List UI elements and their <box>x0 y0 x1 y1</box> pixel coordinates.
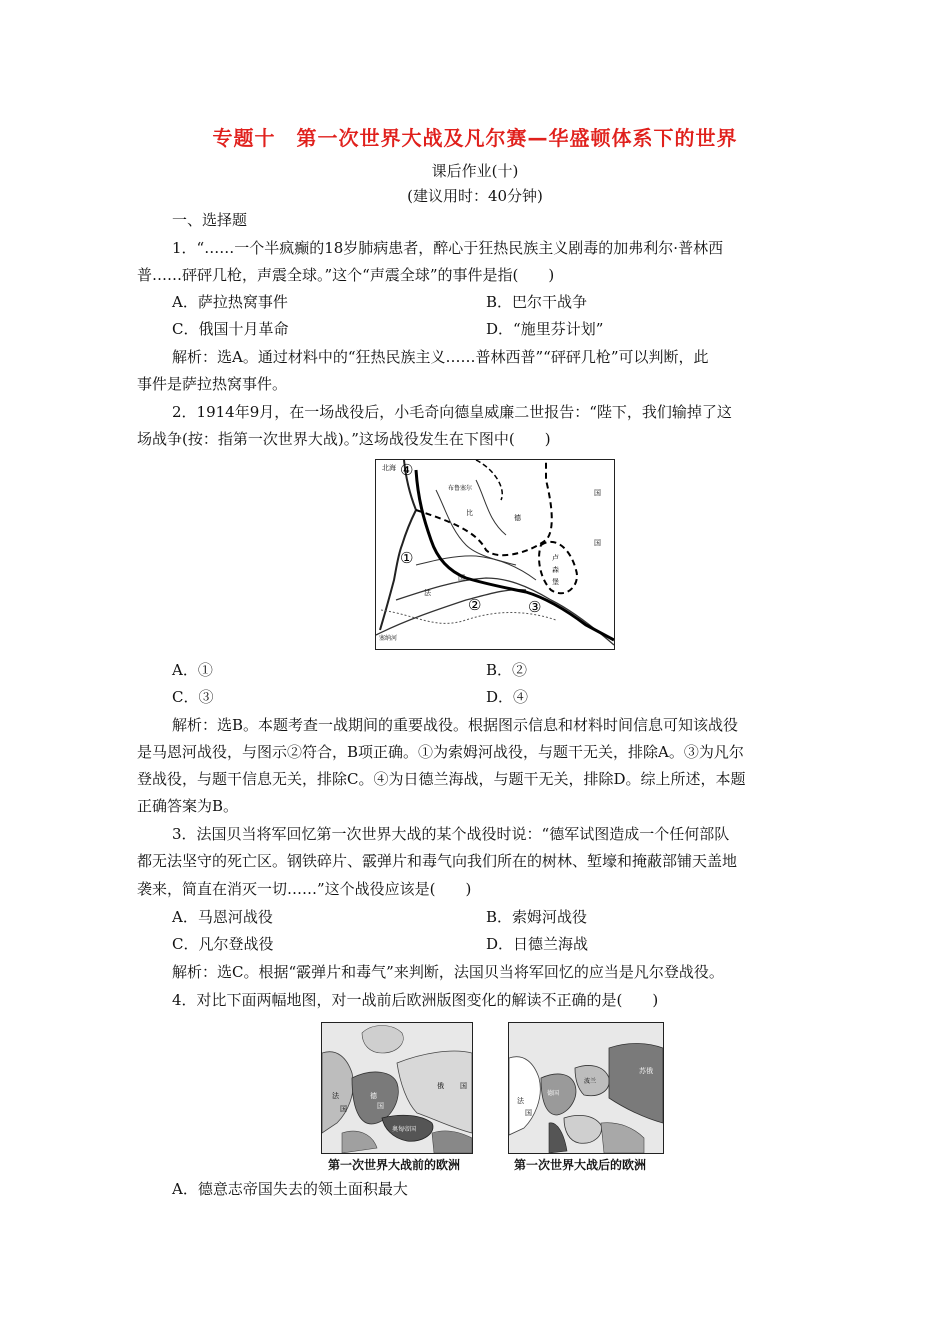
map-left-label-ru2: 国 <box>460 1082 467 1090</box>
q3-stem-line1: 3．法国贝当将军回忆第一次世界大战的某个战役时说：“德军试图造成一个任何部队 <box>172 825 730 843</box>
map-label-lux2: 森 <box>552 566 559 574</box>
map-marker-1: ① <box>400 549 414 567</box>
time-hint: (建议用时：40分钟) <box>407 187 543 205</box>
q3-analysis-line1: 解析：选C。根据“霰弹片和毒气”来判断，法国贝当将军回忆的应当是凡尔登战役。 <box>172 963 724 981</box>
q1-analysis-line2: 事件是萨拉热窝事件。 <box>137 375 288 393</box>
map-label-sea: 北海 <box>382 464 396 472</box>
map-marker-3: ③ <box>528 598 542 616</box>
map-label-fr2: 国 <box>458 574 465 582</box>
map-left-label-fr2: 国 <box>340 1105 347 1113</box>
section-heading: 一、选择题 <box>172 211 248 229</box>
map-left-caption: 第一次世界大战前的欧洲 <box>328 1158 461 1172</box>
q2-analysis-line3: 登战役，与题干信息无关，排除C。④为日德兰海战，与题干无关，排除D。综上所述，本题 <box>137 770 746 788</box>
q3-option-b: B．索姆河战役 <box>486 908 588 926</box>
map-left-label-de: 德 <box>370 1092 377 1100</box>
q3-option-a: A．马恩河战役 <box>172 908 273 926</box>
q2-analysis-line2: 是马恩河战役，与图示②符合，B项正确。①为索姆河战役，与题干无关，排除A。③为凡尔 <box>137 743 744 761</box>
map-left-label-fr: 法 <box>332 1092 339 1100</box>
map-label-city: 布鲁塞尔 <box>448 485 473 492</box>
map-label-de3: 国 <box>594 539 601 547</box>
q3-stem-line2: 都无法坚守的死亡区。钢铁碎片、霰弹片和毒气向我们所在的树林、堑壕和掩蔽部铺天盖地 <box>137 852 738 870</box>
map-left-label-ah: 奥匈帝国 <box>392 1126 417 1133</box>
q1-option-c: C．俄国十月革命 <box>172 320 289 338</box>
page-title: 专题十 第一次世界大战及凡尔赛—华盛顿体系下的世界 <box>212 126 738 150</box>
page-subtitle: 课后作业(十) <box>431 162 519 180</box>
europe-after-ww1-map <box>508 1022 664 1154</box>
map-right-label-fr2: 国 <box>525 1109 532 1117</box>
map-right-label-pl: 波兰 <box>584 1078 597 1085</box>
map-left-label-ru: 俄 <box>437 1082 444 1090</box>
q2-option-d: D．④ <box>486 688 529 706</box>
q1-option-d: D．“施里芬计划” <box>486 320 604 338</box>
q2-stem-line2: 场战争(按：指第一次世界大战)。”这场战役发生在下图中( ) <box>137 430 551 448</box>
map-marker-4: ④ <box>400 461 414 479</box>
q2-option-a: A．① <box>172 661 213 679</box>
q1-option-b: B．巴尔干战争 <box>486 293 588 311</box>
q1-option-a: A．萨拉热窝事件 <box>172 293 288 311</box>
map-left-label-de2: 国 <box>377 1102 384 1110</box>
q1-analysis-line1: 解析：选A。通过材料中的“狂热民族主义……普林西普”“砰砰几枪”可以判断，此 <box>172 348 709 366</box>
map-right-caption: 第一次世界大战后的欧洲 <box>514 1158 647 1172</box>
q1-stem-line2: 普……砰砰几枪，声震全球。”这个“声震全球”的事件是指( ) <box>137 266 555 284</box>
map-label-de2: 国 <box>594 489 601 497</box>
map-right-label-ru: 苏俄 <box>639 1067 653 1075</box>
map-label-be: 比 <box>466 509 473 517</box>
q2-stem-line1: 2．1914年9月，在一场战役后，小毛奇向德皇威廉二世报告：“陛下，我们输掉了这 <box>172 403 732 421</box>
q2-analysis-line4: 正确答案为B。 <box>137 797 239 815</box>
map-right-label-fr: 法 <box>517 1097 524 1105</box>
map-label-fr1: 法 <box>424 589 431 597</box>
q2-option-c: C．③ <box>172 688 214 706</box>
q1-stem-line1: 1．“……一个半疯癫的18岁肺病患者，醉心于狂热民族主义剧毒的加弗利尔·普林西 <box>172 239 724 257</box>
q3-option-d: D．日德兰海战 <box>486 935 589 953</box>
map-label-river: 塞纳河 <box>379 635 398 642</box>
europe-before-ww1-map <box>321 1022 473 1154</box>
q4-option-a: A．德意志帝国失去的领土面积最大 <box>172 1180 408 1198</box>
map-right-label-de: 德国 <box>547 1090 560 1097</box>
q3-option-c: C．凡尔登战役 <box>172 935 274 953</box>
western-front-map <box>375 459 615 650</box>
q4-stem-line1: 4．对比下面两幅地图，对一战前后欧洲版图变化的解读不正确的是( ) <box>172 991 659 1009</box>
q3-stem-line3: 袭来，简直在消灭一切……”这个战役应该是( ) <box>137 880 472 898</box>
q2-analysis-line1: 解析：选B。本题考查一战期间的重要战役。根据图示信息和材料时间信息可知该战役 <box>172 716 739 734</box>
map-label-lux3: 堡 <box>552 578 559 586</box>
map-marker-2: ② <box>468 596 482 614</box>
q2-option-b: B．② <box>486 661 528 679</box>
map-label-de1: 德 <box>514 514 521 522</box>
map-label-lux1: 卢 <box>552 554 559 562</box>
